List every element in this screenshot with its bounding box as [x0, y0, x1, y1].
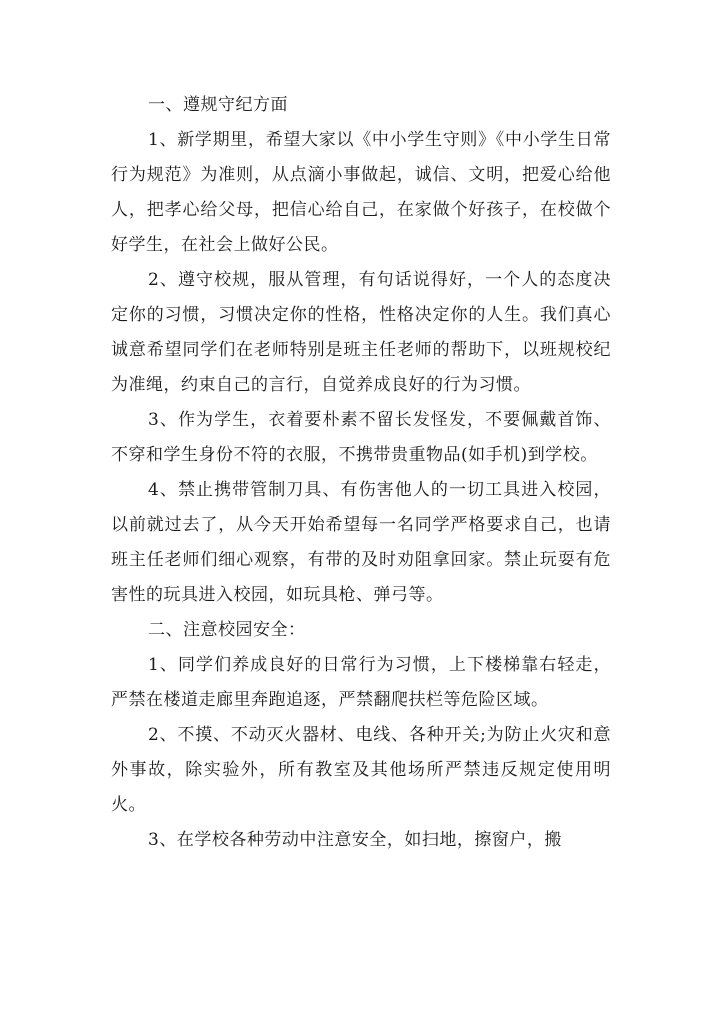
paragraph-discipline-3: 3、作为学生，衣着要朴素不留长发怪发，不要佩戴首饰、不穿和学生身份不符的衣服，不携带贵重物品(如手机)到学校。 — [111, 410, 611, 465]
section-heading-discipline: 一、遵规守纪方面 — [148, 95, 288, 115]
paragraph-safety-1: 1、同学们养成良好的日常行为习惯，上下楼梯靠右轻走，严禁在楼道走廊里奔跑追逐，严禁翻爬扶栏等危险区域。 — [111, 655, 611, 710]
paragraph-safety-3: 3、在学校各种劳动中注意安全，如扫地，擦窗户，搬 — [148, 830, 562, 850]
section-heading-safety: 二、注意校园安全： — [148, 620, 306, 640]
paragraph-discipline-1: 1、新学期里，希望大家以《中小学生守则》《中小学生日常行为规范》为准则，从点滴小事做起，诚信、文明，把爱心给他人，把孝心给父母，把信心给自己，在家做个好孩子，在校做个好学生，在社会上做好公民。 — [111, 130, 611, 255]
paragraph-discipline-2: 2、遵守校规，服从管理，有句话说得好，一个人的态度决定你的习惯，习惯决定你的性格，性格决定你的人生。我们真心诚意希望同学们在老师特别是班主任老师的帮助下，以班规校纪为准绳，约束自己的言行，自觉养成良好的行为习惯。 — [111, 270, 611, 395]
paragraph-discipline-4: 4、禁止携带管制刀具、有伤害他人的一切工具进入校园，以前就过去了，从今天开始希望每一名同学严格要求自己，也请班主任老师们细心观察，有带的及时劝阻拿回家。禁止玩耍有危害性的玩具进入校园，如玩具枪、弹弓等。 — [111, 480, 611, 605]
document-body — [111, 88, 611, 858]
paragraph-safety-2: 2、不摸、不动灭火器材、电线、各种开关;为防止火灾和意外事故，除实验外，所有教室及其他场所严禁违反规定使用明火。 — [111, 725, 611, 815]
